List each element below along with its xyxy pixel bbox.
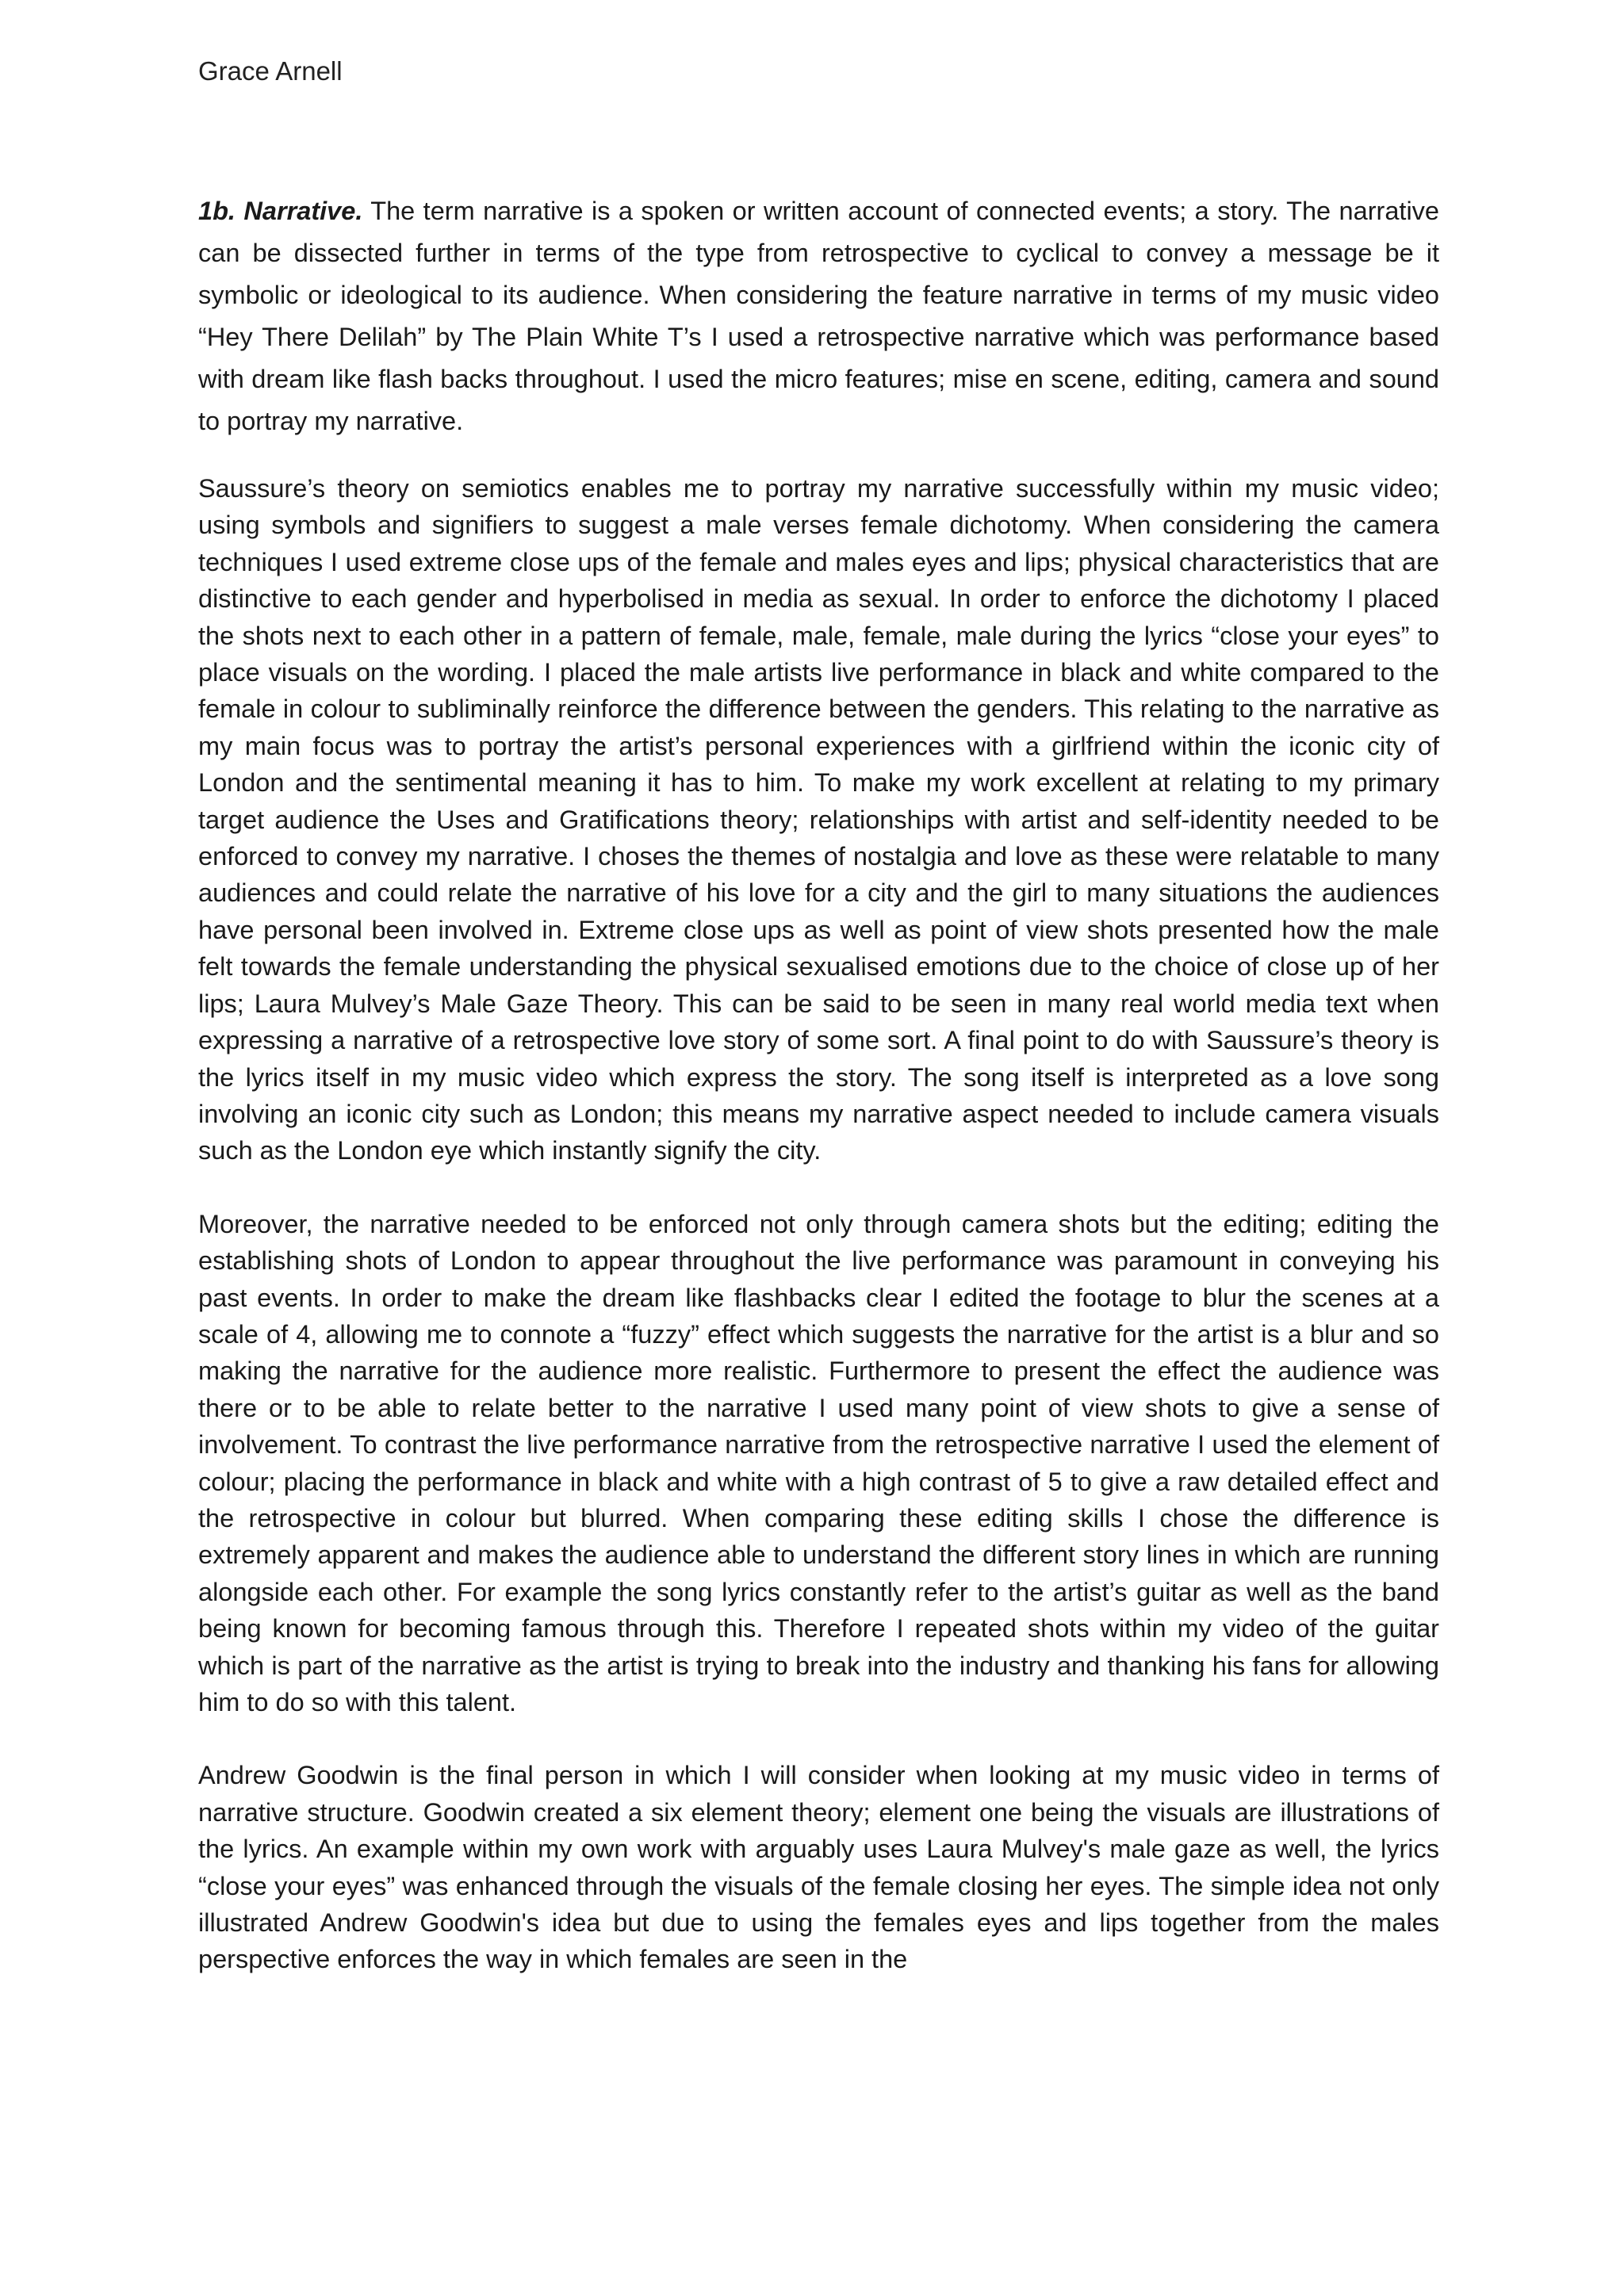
- document-body: [198, 190, 1439, 1978]
- section-heading: 1b. Narrative.: [198, 197, 363, 225]
- paragraph-text: The term narrative is a spoken or written account of connected events; a story. The narrative can be dissected further in terms of the type from retrospective to cyclical to convey a message be it symbolic or ideological to its audience. When considering the feature narrative in terms of my music video “Hey There Delilah” by The Plain White T’s I used a retrospective narrative which was performance based with dream like flash backs throughout. I used the micro features; mise en scene, editing, camera and sound to portray my narrative.: [198, 197, 1439, 435]
- paragraph-narrative-definition: [198, 190, 1439, 442]
- paragraph-goodwin: Andrew Goodwin is the final person in which I will consider when looking at my music video in terms of narrative structure. Goodwin created a six element theory; element one being the visuals are illustrations of the lyrics. An example within my own work with arguably uses Laura Mulvey's male gaze as well, the lyrics “close your eyes” was enhanced through the visuals of the female closing her eyes. The simple idea not only illustrated Andrew Goodwin's idea but due to using the females eyes and lips together from the males perspective enforces the way in which females are seen in the: [198, 1761, 1439, 1974]
- paragraph-saussure: Saussure’s theory on semiotics enables me to portray my narrative successfully within my music video; using symbols and signifiers to suggest a male verses female dichotomy. When considering the camera techniques I used extreme close ups of the female and males eyes and lips; physical characteristics that are distinctive to each gender and hyperbolised in media as sexual. In order to enforce the dichotomy I placed the shots next to each other in a pattern of female, male, female, male during the lyrics “close your eyes” to place visuals on the wording. I placed the male artists live performance in black and white compared to the female in colour to subliminally reinforce the difference between the genders. This relating to the narrative as my main focus was to portray the artist’s personal experiences with a girlfriend within the iconic city of London and the sentimental meaning it has to him. To make my work excellent at relating to my primary target audience the Uses and Gratifications theory; relationships with artist and self-identity needed to be enforced to convey my narrative. I choses the themes of nostalgia and love as these were relatable to many audiences and could relate the narrative of his love for a city and the girl to many situations the audiences have personal been involved in. Extreme close ups as well as point of view shots presented how the male felt towards the female understanding the physical sexualised emotions due to the choice of close up of her lips; Laura Mulvey’s Male Gaze Theory. This can be said to be seen in many real world media text when expressing a narrative of a retrospective love story of some sort. A final point to do with Saussure’s theory is the lyrics itself in my music video which express the story. The song itself is interpreted as a love song involving an iconic city such as London; this means my narrative aspect needed to include camera visuals such as the London eye which instantly signify the city.: [198, 474, 1439, 1165]
- author-name: Grace Arnell: [198, 56, 343, 86]
- paragraph-editing: Moreover, the narrative needed to be enforced not only through camera shots but the editing; editing the establishing shots of London to appear throughout the live performance was paramount in conveying his past events. In order to make the dream like flashbacks clear I edited the footage to blur the scenes at a scale of 4, allowing me to connote a “fuzzy” effect which suggests the narrative for the artist is a blur and so making the narrative for the audience more realistic. Furthermore to present the effect the audience was there or to be able to relate better to the narrative I used many point of view shots to give a sense of involvement. To contrast the live performance narrative from the retrospective narrative I used the element of colour; placing the performance in black and white with a high contrast of 5 to give a raw detailed effect and the retrospective in colour but blurred. When comparing these editing skills I chose the difference is extremely apparent and makes the audience able to understand the different story lines in which are running alongside each other. For example the song lyrics constantly refer to the artist’s guitar as well as the band being known for becoming famous through this. Therefore I repeated shots within my video of the guitar which is part of the narrative as the artist is trying to break into the industry and thanking his fans for allowing him to do so with this talent.: [198, 1209, 1439, 1716]
